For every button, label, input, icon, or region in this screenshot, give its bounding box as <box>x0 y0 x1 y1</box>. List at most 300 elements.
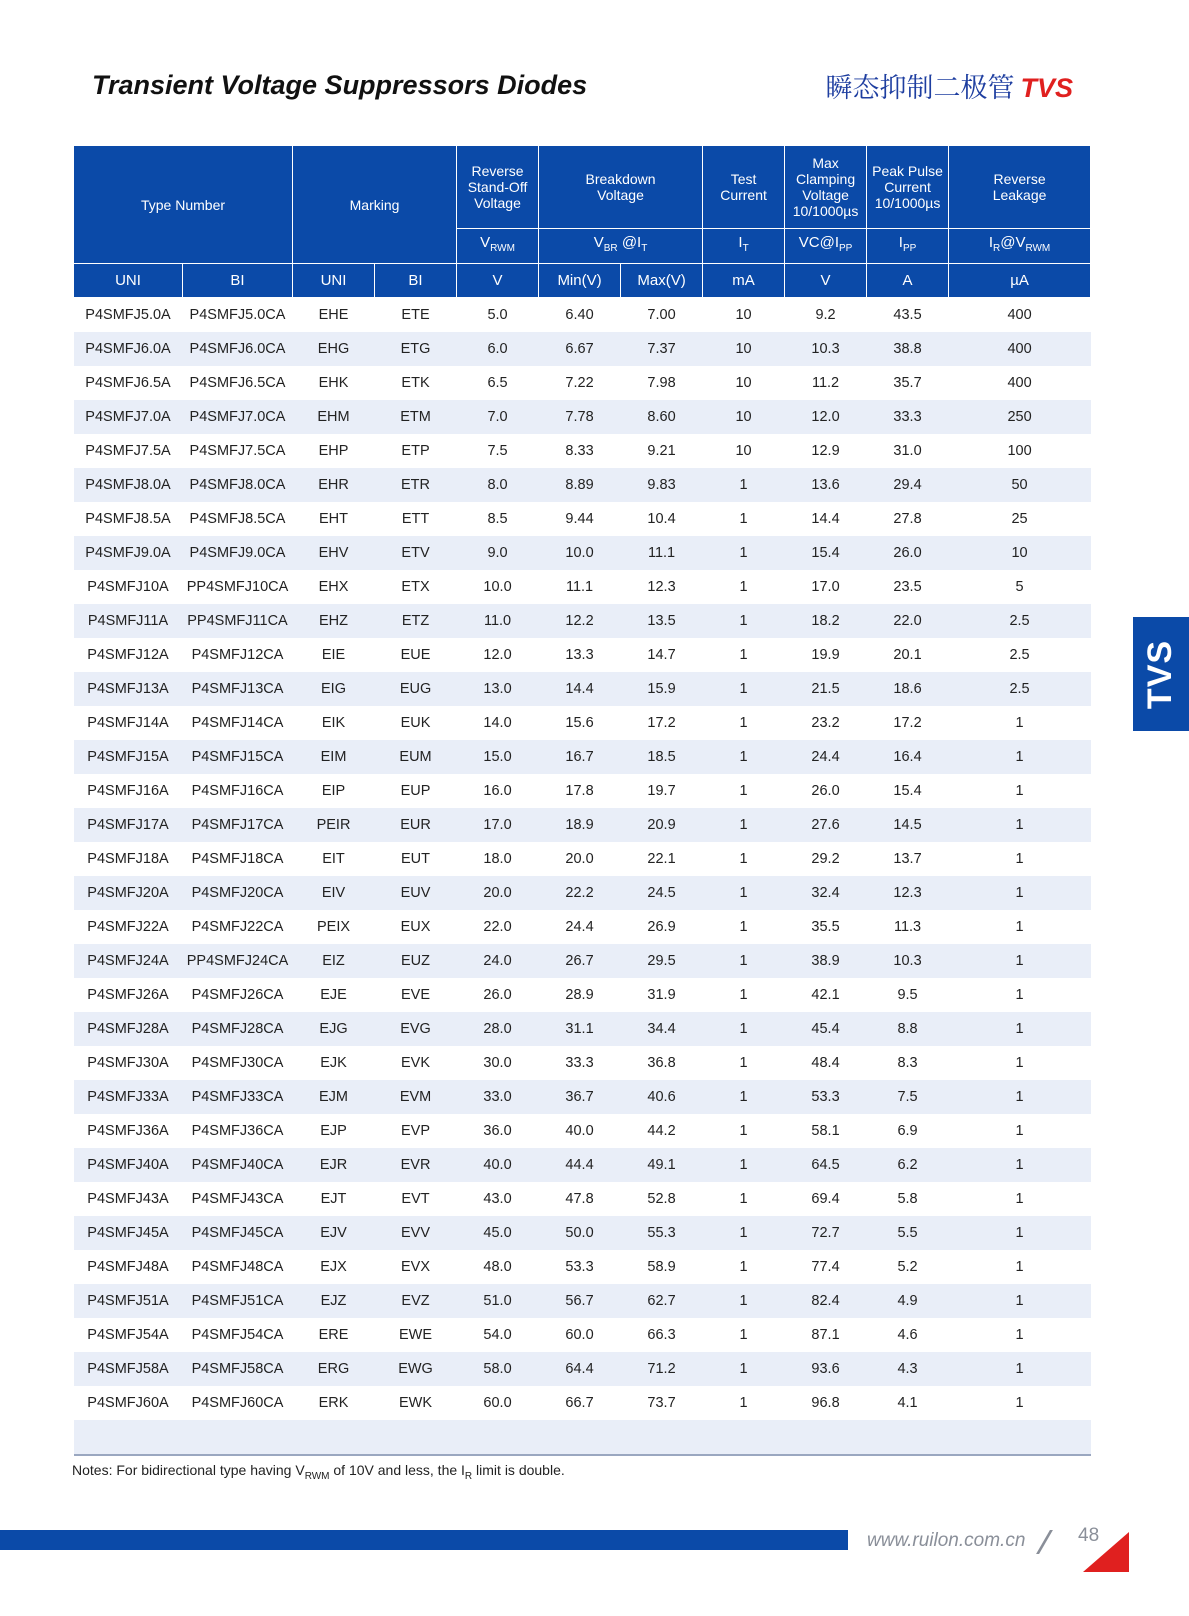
header-line: Stand-Off <box>467 179 528 195</box>
table-cell: EJX <box>320 1259 347 1275</box>
table-cell: 1 <box>739 851 748 867</box>
table-cell: 7.98 <box>647 375 676 391</box>
table-cell: P4SMFJ8.0A <box>74 468 183 502</box>
table-cell: 1 <box>1015 1395 1024 1411</box>
table-cell: 31.9 <box>647 987 676 1003</box>
table-cell: 26.0 <box>483 987 512 1003</box>
table-cell: 26.0 <box>811 783 840 799</box>
table-body <box>74 298 1091 1456</box>
table-cell: EHK <box>318 375 349 391</box>
table-cell: ETK <box>401 375 430 391</box>
table-cell: P4SMFJ9.0CA <box>183 536 293 570</box>
table-cell: EVE <box>401 987 431 1003</box>
table-row <box>74 366 1091 400</box>
table-cell: P4SMFJ22A <box>87 919 169 935</box>
table-cell: 71.2 <box>621 1352 703 1386</box>
table-cell: 1 <box>703 740 785 774</box>
table-cell: P4SMFJ33A <box>74 1080 183 1114</box>
table-cell: 12.3 <box>647 579 676 595</box>
table-cell: 1 <box>739 579 748 595</box>
table-cell: 10 <box>703 400 785 434</box>
table-cell: EIT <box>322 851 345 867</box>
table-row <box>74 672 1091 706</box>
table-cell: P4SMFJ45A <box>74 1216 183 1250</box>
table-cell: 13.7 <box>893 851 922 867</box>
table-row <box>74 1012 1091 1046</box>
table-cell: P4SMFJ18A <box>87 851 169 867</box>
table-cell: P4SMFJ16A <box>87 783 169 799</box>
table-cell: 1 <box>703 1352 785 1386</box>
table-cell: 19.9 <box>811 647 840 663</box>
table-cell: 1 <box>703 672 785 706</box>
table-cell: 1 <box>949 808 1091 842</box>
spec-table <box>73 145 1091 1456</box>
table-cell: P4SMFJ5.0A <box>85 307 171 323</box>
table-cell: P4SMFJ54CA <box>191 1327 284 1343</box>
table-cell: PEIX <box>316 919 351 935</box>
table-cell: 10 <box>735 307 752 323</box>
table-cell: 1 <box>949 876 1091 910</box>
table-cell: P4SMFJ33CA <box>183 1080 293 1114</box>
table-cell: 23.5 <box>893 579 922 595</box>
table-cell: 69.4 <box>811 1191 840 1207</box>
table-cell: P4SMFJ60A <box>87 1395 169 1411</box>
table-cell: 17.2 <box>893 715 922 731</box>
table-cell: P4SMFJ6.0CA <box>183 332 293 366</box>
table-cell: 33.3 <box>565 1055 594 1071</box>
table-cell: P4SMFJ51CA <box>183 1284 293 1318</box>
table-cell: 17.8 <box>565 783 594 799</box>
table-cell: EHX <box>318 579 349 595</box>
unit-header: mA <box>703 264 785 298</box>
table-cell: 66.3 <box>647 1327 676 1343</box>
table-row <box>74 604 1091 638</box>
table-cell: 17.2 <box>647 715 676 731</box>
table-row <box>74 944 1091 978</box>
table-cell: 42.1 <box>811 987 840 1003</box>
table-cell: 1 <box>949 1216 1091 1250</box>
table-cell: 50.0 <box>539 1216 621 1250</box>
table-cell: 1 <box>1015 783 1024 799</box>
table-cell: 48.0 <box>483 1259 512 1275</box>
header-max-clamping <box>785 146 867 229</box>
table-cell: 18.9 <box>539 808 621 842</box>
table-cell: P4SMFJ36CA <box>191 1123 284 1139</box>
table-cell: 4.1 <box>897 1395 918 1411</box>
table-cell: 1 <box>739 1259 748 1275</box>
unit-header: UNI <box>293 264 375 298</box>
table-cell: P4SMFJ15A <box>74 740 183 774</box>
table-cell: 36.0 <box>483 1123 512 1139</box>
table-cell: 2.5 <box>949 604 1091 638</box>
header-test-current <box>703 146 785 229</box>
table-cell: EUP <box>400 783 431 799</box>
table-cell: 15.9 <box>621 672 703 706</box>
table-cell: 45.0 <box>457 1216 539 1250</box>
table-cell: 10.3 <box>867 944 949 978</box>
table-cell: 64.5 <box>785 1148 867 1182</box>
table-row <box>74 740 1091 774</box>
table-cell: 18.5 <box>621 740 703 774</box>
table-cell: 250 <box>949 400 1091 434</box>
table-cell: EVX <box>401 1259 431 1275</box>
table-cell: 34.4 <box>621 1012 703 1046</box>
table-cell: P4SMFJ5.0CA <box>189 307 286 323</box>
table-cell: ETG <box>375 332 457 366</box>
table-cell: 11.2 <box>811 375 840 391</box>
table-cell: 19.7 <box>647 783 676 799</box>
table-cell: 9.83 <box>621 468 703 502</box>
table-cell: 1 <box>1015 1055 1024 1071</box>
table-cell: 16.4 <box>867 740 949 774</box>
table-row <box>74 876 1091 910</box>
table-cell: 1 <box>703 1080 785 1114</box>
table-cell: EVK <box>401 1055 431 1071</box>
table-cell: 1 <box>949 1012 1091 1046</box>
table-cell: EHR <box>293 468 375 502</box>
table-cell: PP4SMFJ24CA <box>183 944 293 978</box>
table-cell: 1 <box>1015 1191 1024 1207</box>
table-cell: P4SMFJ7.0CA <box>183 400 293 434</box>
table-row <box>74 570 1091 604</box>
table-cell: P4SMFJ30CA <box>191 1055 284 1071</box>
table-cell: P4SMFJ9.0A <box>74 536 183 570</box>
table-cell: P4SMFJ8.5A <box>85 511 171 527</box>
table-cell: 24.5 <box>621 876 703 910</box>
side-tab-label: TVS <box>1141 639 1180 709</box>
header-line: Voltage <box>597 187 644 203</box>
header-type-number: Type Number <box>74 146 293 264</box>
table-cell: 1 <box>739 1055 748 1071</box>
table-cell: P4SMFJ16CA <box>191 783 284 799</box>
table-cell: P4SMFJ6.0A <box>74 332 183 366</box>
table-cell: 7.5 <box>487 443 508 459</box>
table-cell: 55.3 <box>621 1216 703 1250</box>
table-cell: EIV <box>293 876 375 910</box>
table-cell: EHZ <box>293 604 375 638</box>
page-title-cn <box>825 66 1073 105</box>
table-cell: 22.2 <box>539 876 621 910</box>
unit-header: BI <box>183 264 293 298</box>
table-cell: 20.0 <box>457 876 539 910</box>
table-row <box>74 1114 1091 1148</box>
table-cell: 20.0 <box>565 851 594 867</box>
table-cell: P4SMFJ22CA <box>191 919 284 935</box>
table-cell: 27.8 <box>893 511 922 527</box>
table-cell: EIZ <box>293 944 375 978</box>
header-line: Current <box>884 179 931 195</box>
table-cell: 26.7 <box>539 944 621 978</box>
table-cell: 1 <box>739 1395 748 1411</box>
table-cell: P4SMFJ18CA <box>191 851 284 867</box>
table-cell: P4SMFJ14A <box>87 715 169 731</box>
table-cell: 100 <box>1007 443 1032 459</box>
header-line: Peak Pulse <box>872 163 943 179</box>
unit-row <box>74 264 1091 298</box>
table-cell: P4SMFJ17CA <box>183 808 293 842</box>
table-cell: P4SMFJ48CA <box>191 1259 284 1275</box>
table-cell: 10 <box>735 443 752 459</box>
table-row <box>74 774 1091 808</box>
table-cell: 25 <box>1011 511 1028 527</box>
table-cell: P4SMFJ7.5A <box>85 443 171 459</box>
table-row <box>74 1250 1091 1284</box>
table-cell: 58.1 <box>811 1123 840 1139</box>
table-cell: 26.9 <box>647 919 676 935</box>
table-cell: 26.0 <box>867 536 949 570</box>
header-line: Max <box>812 155 839 171</box>
table-cell: 24.4 <box>785 740 867 774</box>
table-cell: 35.5 <box>811 919 840 935</box>
table-cell: 9.5 <box>897 987 918 1003</box>
table-cell: 20.9 <box>621 808 703 842</box>
table-cell: PP4SMFJ10CA <box>186 579 289 595</box>
table-row <box>74 1284 1091 1318</box>
table-cell: 6.40 <box>565 307 594 323</box>
unit-header: UNI <box>74 264 183 298</box>
table-cell: P4SMFJ13CA <box>183 672 293 706</box>
table-cell: P4SMFJ48A <box>87 1259 169 1275</box>
table-cell: 18.2 <box>785 604 867 638</box>
table-cell: 45.4 <box>785 1012 867 1046</box>
table-cell: EWG <box>375 1352 457 1386</box>
table-cell: ERG <box>293 1352 375 1386</box>
table-cell: 1 <box>739 1327 748 1343</box>
table-cell: EUE <box>400 647 431 663</box>
table-cell: 12.2 <box>539 604 621 638</box>
table-cell: 31.0 <box>893 443 922 459</box>
table-cell: 1 <box>1015 1327 1024 1343</box>
unit-header: Min(V) <box>539 264 621 298</box>
table-cell: 60.0 <box>565 1327 594 1343</box>
header-line: Reverse <box>993 171 1046 187</box>
table-cell: EJV <box>293 1216 375 1250</box>
table-cell: 38.9 <box>785 944 867 978</box>
header-line: Reverse <box>471 163 524 179</box>
table-cell: EVV <box>375 1216 457 1250</box>
table-row <box>74 1352 1091 1386</box>
table-cell: EIK <box>321 715 346 731</box>
table-row-blank <box>74 1420 1091 1455</box>
table-cell: 400 <box>949 332 1091 366</box>
table-cell: EUG <box>375 672 457 706</box>
table-cell: 1 <box>1015 851 1024 867</box>
table-cell: 36.7 <box>539 1080 621 1114</box>
spec-table-wrapper <box>73 145 1090 1456</box>
table-cell: 11.1 <box>621 536 703 570</box>
header-marking: Marking <box>293 146 457 264</box>
table-cell: 1 <box>703 468 785 502</box>
table-cell: P4SMFJ12A <box>87 647 169 663</box>
table-cell: 7.37 <box>621 332 703 366</box>
table-cell: EJZ <box>293 1284 375 1318</box>
table-cell: 27.6 <box>785 808 867 842</box>
header-line: 10/1000µs <box>874 195 941 211</box>
table-cell: 14.5 <box>867 808 949 842</box>
table-cell: 8.60 <box>621 400 703 434</box>
table-row <box>74 842 1091 876</box>
table-cell: 14.4 <box>811 511 840 527</box>
table-cell: EWK <box>399 1395 433 1411</box>
table-cell: 7.78 <box>539 400 621 434</box>
unit-header: V <box>457 264 539 298</box>
table-cell: EIM <box>293 740 375 774</box>
table-cell: 11.0 <box>457 604 539 638</box>
table-cell: EJT <box>320 1191 347 1207</box>
header-reverse-leakage <box>949 146 1091 229</box>
table-cell: 54.0 <box>483 1327 512 1343</box>
table-cell: 9.0 <box>457 536 539 570</box>
table-cell: 9.21 <box>647 443 676 459</box>
table-cell: 7.0 <box>457 400 539 434</box>
symbol-ir: $I_R@V_{RWM}$ <box>949 229 1091 264</box>
table-row <box>74 332 1091 366</box>
table-cell: EJR <box>293 1148 375 1182</box>
table-cell: 24.0 <box>457 944 539 978</box>
table-cell: P4SMFJ43A <box>87 1191 169 1207</box>
table-cell: 22.0 <box>867 604 949 638</box>
table-cell: EVR <box>375 1148 457 1182</box>
symbol-vc: $VC@I_{PP}$ <box>785 229 867 264</box>
header-line: Voltage <box>802 187 849 203</box>
table-cell: 6.2 <box>867 1148 949 1182</box>
table-cell: 62.7 <box>621 1284 703 1318</box>
table-cell: 82.4 <box>785 1284 867 1318</box>
table-cell: 6.5 <box>487 375 508 391</box>
header-line: Test <box>730 171 757 187</box>
table-cell: 40.6 <box>621 1080 703 1114</box>
blank-cell <box>74 1420 1091 1455</box>
table-cell: EUT <box>401 851 431 867</box>
table-cell: 1 <box>703 876 785 910</box>
footer-url: www.ruilon.com.cn <box>867 1530 1026 1551</box>
table-cell: 28.9 <box>565 987 594 1003</box>
table-cell: EVP <box>401 1123 431 1139</box>
unit-header: BI <box>375 264 457 298</box>
table-cell: 1 <box>703 808 785 842</box>
table-cell: P4SMFJ12CA <box>191 647 284 663</box>
table-cell: 12.9 <box>811 443 840 459</box>
table-cell: 1 <box>739 511 748 527</box>
table-cell: 32.4 <box>785 876 867 910</box>
table-cell: P4SMFJ8.5CA <box>189 511 286 527</box>
table-cell: 13.6 <box>785 468 867 502</box>
table-cell: EUR <box>375 808 457 842</box>
brand-tvs: TVS <box>1020 73 1073 103</box>
table-cell: P4SMFJ14CA <box>191 715 284 731</box>
table-cell: P4SMFJ58CA <box>183 1352 293 1386</box>
table-cell: 77.4 <box>811 1259 840 1275</box>
table-row <box>74 298 1091 333</box>
table-row <box>74 502 1091 536</box>
table-cell: 15.4 <box>893 783 922 799</box>
table-cell: 64.4 <box>539 1352 621 1386</box>
table-cell: ETZ <box>375 604 457 638</box>
table-cell: 33.3 <box>867 400 949 434</box>
table-cell: P4SMFJ24A <box>74 944 183 978</box>
table-cell: 13.3 <box>565 647 594 663</box>
table-cell: 400 <box>1007 307 1032 323</box>
table-cell: 5 <box>1015 579 1024 595</box>
table-cell: ERK <box>318 1395 349 1411</box>
table-cell: EJG <box>293 1012 375 1046</box>
table-cell: 52.8 <box>647 1191 676 1207</box>
table-cell: 8.0 <box>457 468 539 502</box>
table-cell: 1 <box>949 1284 1091 1318</box>
table-cell: P4SMFJ45CA <box>183 1216 293 1250</box>
table-cell: EIE <box>321 647 346 663</box>
table-cell: 10.0 <box>483 579 512 595</box>
table-cell: EUK <box>400 715 431 731</box>
table-cell: EIG <box>293 672 375 706</box>
table-cell: 40.0 <box>565 1123 594 1139</box>
title-cn-text: 瞬态抑制二极管 <box>825 73 1015 104</box>
table-cell: P4SMFJ26CA <box>191 987 284 1003</box>
table-cell: 1 <box>949 1352 1091 1386</box>
table-cell: 51.0 <box>457 1284 539 1318</box>
table-cell: 93.6 <box>785 1352 867 1386</box>
table-cell: 1 <box>1015 987 1024 1003</box>
table-cell: P4SMFJ6.5CA <box>189 375 286 391</box>
table-cell: 10 <box>703 332 785 366</box>
table-cell: PEIR <box>293 808 375 842</box>
table-cell: P4SMFJ15CA <box>183 740 293 774</box>
table-cell: PP4SMFJ11CA <box>183 604 293 638</box>
table-cell: 1 <box>703 1012 785 1046</box>
table-cell: P4SMFJ30A <box>87 1055 169 1071</box>
table-cell: 10.3 <box>785 332 867 366</box>
table-cell: 5.8 <box>897 1191 918 1207</box>
table-cell: P4SMFJ13A <box>74 672 183 706</box>
table-row <box>74 706 1091 740</box>
table-cell: 22.0 <box>483 919 512 935</box>
table-row <box>74 910 1091 944</box>
table-row <box>74 808 1091 842</box>
table-cell: 6.9 <box>897 1123 918 1139</box>
table-cell: P4SMFJ17A <box>74 808 183 842</box>
header-peak-pulse <box>867 146 949 229</box>
table-cell: P4SMFJ7.5CA <box>189 443 286 459</box>
table-cell: EUV <box>375 876 457 910</box>
table-cell: 8.33 <box>565 443 594 459</box>
table-cell: P4SMFJ20CA <box>183 876 293 910</box>
table-cell: 40.0 <box>457 1148 539 1182</box>
table-cell: 72.7 <box>785 1216 867 1250</box>
table-row <box>74 400 1091 434</box>
unit-header: µA <box>949 264 1091 298</box>
table-cell: 36.8 <box>647 1055 676 1071</box>
table-row <box>74 536 1091 570</box>
table-cell: 44.2 <box>647 1123 676 1139</box>
table-cell: 1 <box>739 1123 748 1139</box>
table-cell: 8.5 <box>487 511 508 527</box>
table-cell: 10.4 <box>647 511 676 527</box>
table-cell: 16.7 <box>539 740 621 774</box>
table-cell: 1 <box>739 1191 748 1207</box>
table-cell: 18.0 <box>483 851 512 867</box>
table-cell: ETM <box>375 400 457 434</box>
table-cell: 1 <box>949 740 1091 774</box>
table-cell: 50 <box>949 468 1091 502</box>
table-cell: P4SMFJ60CA <box>191 1395 284 1411</box>
table-cell: 15.0 <box>457 740 539 774</box>
table-cell: 58.0 <box>457 1352 539 1386</box>
table-cell: 96.8 <box>811 1395 840 1411</box>
table-cell: 56.7 <box>539 1284 621 1318</box>
table-cell: 11.1 <box>565 579 594 595</box>
footer-slash <box>1036 1530 1053 1554</box>
symbol-vrwm: $V_{RWM}$ <box>457 229 539 264</box>
